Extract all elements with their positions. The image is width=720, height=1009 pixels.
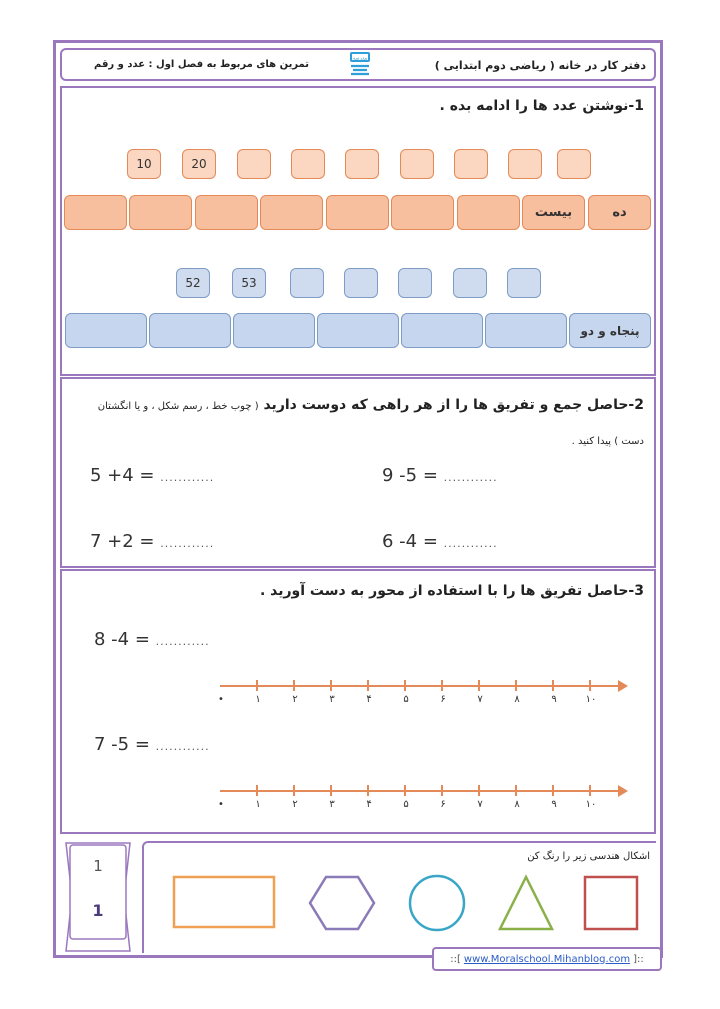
number-line [218, 784, 628, 814]
axis-tick [256, 680, 258, 691]
answer-blank[interactable]: ............ [160, 537, 215, 550]
blue-number-box[interactable]: 52 [176, 268, 210, 298]
axis-tick [515, 785, 517, 796]
orange-word-box[interactable] [391, 195, 454, 230]
orange-number-box[interactable]: 20 [182, 149, 216, 179]
axis-tick [330, 680, 332, 691]
axis-label: ۲ [292, 799, 298, 810]
shapes-instruction: اشکال هندسی زیر را رنگ کن [527, 851, 650, 862]
orange-number-box[interactable] [345, 149, 379, 179]
blue-word-box[interactable] [65, 313, 147, 348]
answer-blank[interactable]: ............ [160, 471, 215, 484]
axis-label: ۱ [255, 799, 261, 810]
orange-word-box[interactable]: ده [588, 195, 651, 230]
number-line [218, 679, 628, 709]
expression-text: 7 -5 = [94, 734, 150, 755]
axis-tick [330, 785, 332, 796]
page-number-bottom: 1 [92, 901, 104, 920]
blue-word-box[interactable] [485, 313, 567, 348]
expression [94, 734, 210, 755]
axis-label: ۴ [366, 694, 372, 705]
q3-title: 3-حاصل تفریق ها را با استفاده از محور به دست آورید . [259, 583, 644, 599]
axis-label: ۹ [551, 799, 557, 810]
orange-number-box[interactable] [454, 149, 488, 179]
axis-label: ۵ [403, 799, 409, 810]
blue-word-box[interactable] [149, 313, 231, 348]
axis-label: ۱۰ [585, 799, 597, 810]
triangle-shape[interactable] [500, 877, 552, 929]
blue-word-box[interactable] [233, 313, 315, 348]
axis-tick [293, 785, 295, 796]
expression-text: 6 -4 = [382, 531, 438, 552]
blue-number-box[interactable]: 53 [232, 268, 266, 298]
blue-number-box[interactable] [453, 268, 487, 298]
orange-word-box[interactable] [457, 195, 520, 230]
axis-label: ۳ [329, 799, 335, 810]
blue-number-box[interactable] [398, 268, 432, 298]
axis-label: ۵ [403, 694, 409, 705]
blue-word-box[interactable]: پنجاه و دو [569, 313, 651, 348]
q1-title: 1-نوشتن عدد ها را ادامه بده . [439, 98, 644, 114]
expression [382, 531, 498, 552]
orange-word-box[interactable] [64, 195, 127, 230]
blue-number-box[interactable] [290, 268, 324, 298]
axis-arrow [618, 680, 628, 692]
orange-number-box[interactable] [400, 149, 434, 179]
axis-tick [552, 785, 554, 796]
orange-number-box[interactable]: 10 [127, 149, 161, 179]
axis-label: ۴ [366, 799, 372, 810]
shapes-drawing [160, 860, 660, 940]
orange-number-box[interactable] [508, 149, 542, 179]
chapter-subtitle: تمرین های مربوط به فصل اول : عدد و رقم [94, 59, 310, 70]
axis-tick [367, 680, 369, 691]
rectangle-shape[interactable] [174, 877, 274, 927]
axis-tick [404, 785, 406, 796]
axis-label: ۷ [477, 799, 483, 810]
blue-word-box[interactable] [317, 313, 399, 348]
axis-tick [589, 680, 591, 691]
page-number-top: 1 [93, 857, 103, 875]
hexagon-shape[interactable] [310, 877, 374, 929]
header-bar [60, 48, 656, 81]
expression [94, 629, 210, 650]
expression [90, 465, 214, 486]
axis-label: ۳ [329, 694, 335, 705]
q2-title [98, 397, 644, 413]
axis-arrow [618, 785, 628, 797]
blue-word-box[interactable] [401, 313, 483, 348]
axis-tick [478, 785, 480, 796]
axis-label: ۲ [292, 694, 298, 705]
axis-tick [478, 680, 480, 691]
axis-label: • [218, 694, 224, 705]
q2-title-line2 [572, 433, 644, 448]
axis-label: ۷ [477, 694, 483, 705]
orange-word-box[interactable] [195, 195, 258, 230]
expression [382, 465, 498, 486]
url-prefix: ::[ [450, 953, 461, 965]
expression-text: 5 +4 = [90, 465, 155, 486]
orange-number-box[interactable] [237, 149, 271, 179]
axis-label: ۶ [440, 799, 446, 810]
answer-blank[interactable]: ............ [155, 635, 210, 648]
answer-blank[interactable]: ............ [443, 471, 498, 484]
axis-label: ۸ [514, 799, 520, 810]
axis-tick [293, 680, 295, 691]
expression [90, 531, 214, 552]
square-shape[interactable] [585, 877, 637, 929]
axis-line [220, 685, 620, 687]
axis-label: ۱۰ [585, 694, 597, 705]
axis-label: ۹ [551, 694, 557, 705]
website-link[interactable]: www.Moralschool.Mihanblog.com [463, 953, 631, 965]
answer-blank[interactable]: ............ [155, 740, 210, 753]
circle-shape[interactable] [410, 876, 464, 930]
worksheet-title: دفتر کار در خانه ( ریاضی دوم ابتدایی ) [434, 59, 646, 72]
orange-word-box[interactable] [326, 195, 389, 230]
blue-number-box[interactable] [507, 268, 541, 298]
axis-tick [404, 680, 406, 691]
orange-number-box[interactable] [291, 149, 325, 179]
expression-text: 7 +2 = [90, 531, 155, 552]
q2-title-line2-text: دست ) پیدا کنید . [571, 436, 644, 447]
axis-tick [515, 680, 517, 691]
orange-word-box[interactable]: بیست [522, 195, 585, 230]
section-2 [60, 377, 656, 568]
logo-text: مدرسه [352, 55, 368, 62]
orange-word-box[interactable] [260, 195, 323, 230]
orange-number-box[interactable] [557, 149, 591, 179]
section-1 [60, 86, 656, 376]
axis-label: • [218, 799, 224, 810]
axis-tick [367, 785, 369, 796]
url-suffix: ]:: [633, 953, 644, 965]
axis-tick [441, 785, 443, 796]
answer-blank[interactable]: ............ [443, 537, 498, 550]
axis-tick [589, 785, 591, 796]
website-footer [432, 947, 662, 971]
axis-line [220, 790, 620, 792]
q2-title-main: 2-حاصل جمع و تفریق ها را از هر راهی که دوست دارید [263, 397, 644, 413]
axis-tick [441, 680, 443, 691]
axis-label: ۱ [255, 694, 261, 705]
expression-text: 9 -5 = [382, 465, 438, 486]
axis-tick [552, 680, 554, 691]
axis-label: ۸ [514, 694, 520, 705]
school-logo [347, 51, 373, 79]
page-number-tab [62, 841, 134, 953]
q2-title-note: ( چوب خط ، رسم شکل ، و یا انگشتان [97, 401, 259, 412]
expression-text: 8 -4 = [94, 629, 150, 650]
blue-number-box[interactable] [344, 268, 378, 298]
axis-label: ۶ [440, 694, 446, 705]
axis-tick [256, 785, 258, 796]
orange-word-box[interactable] [129, 195, 192, 230]
